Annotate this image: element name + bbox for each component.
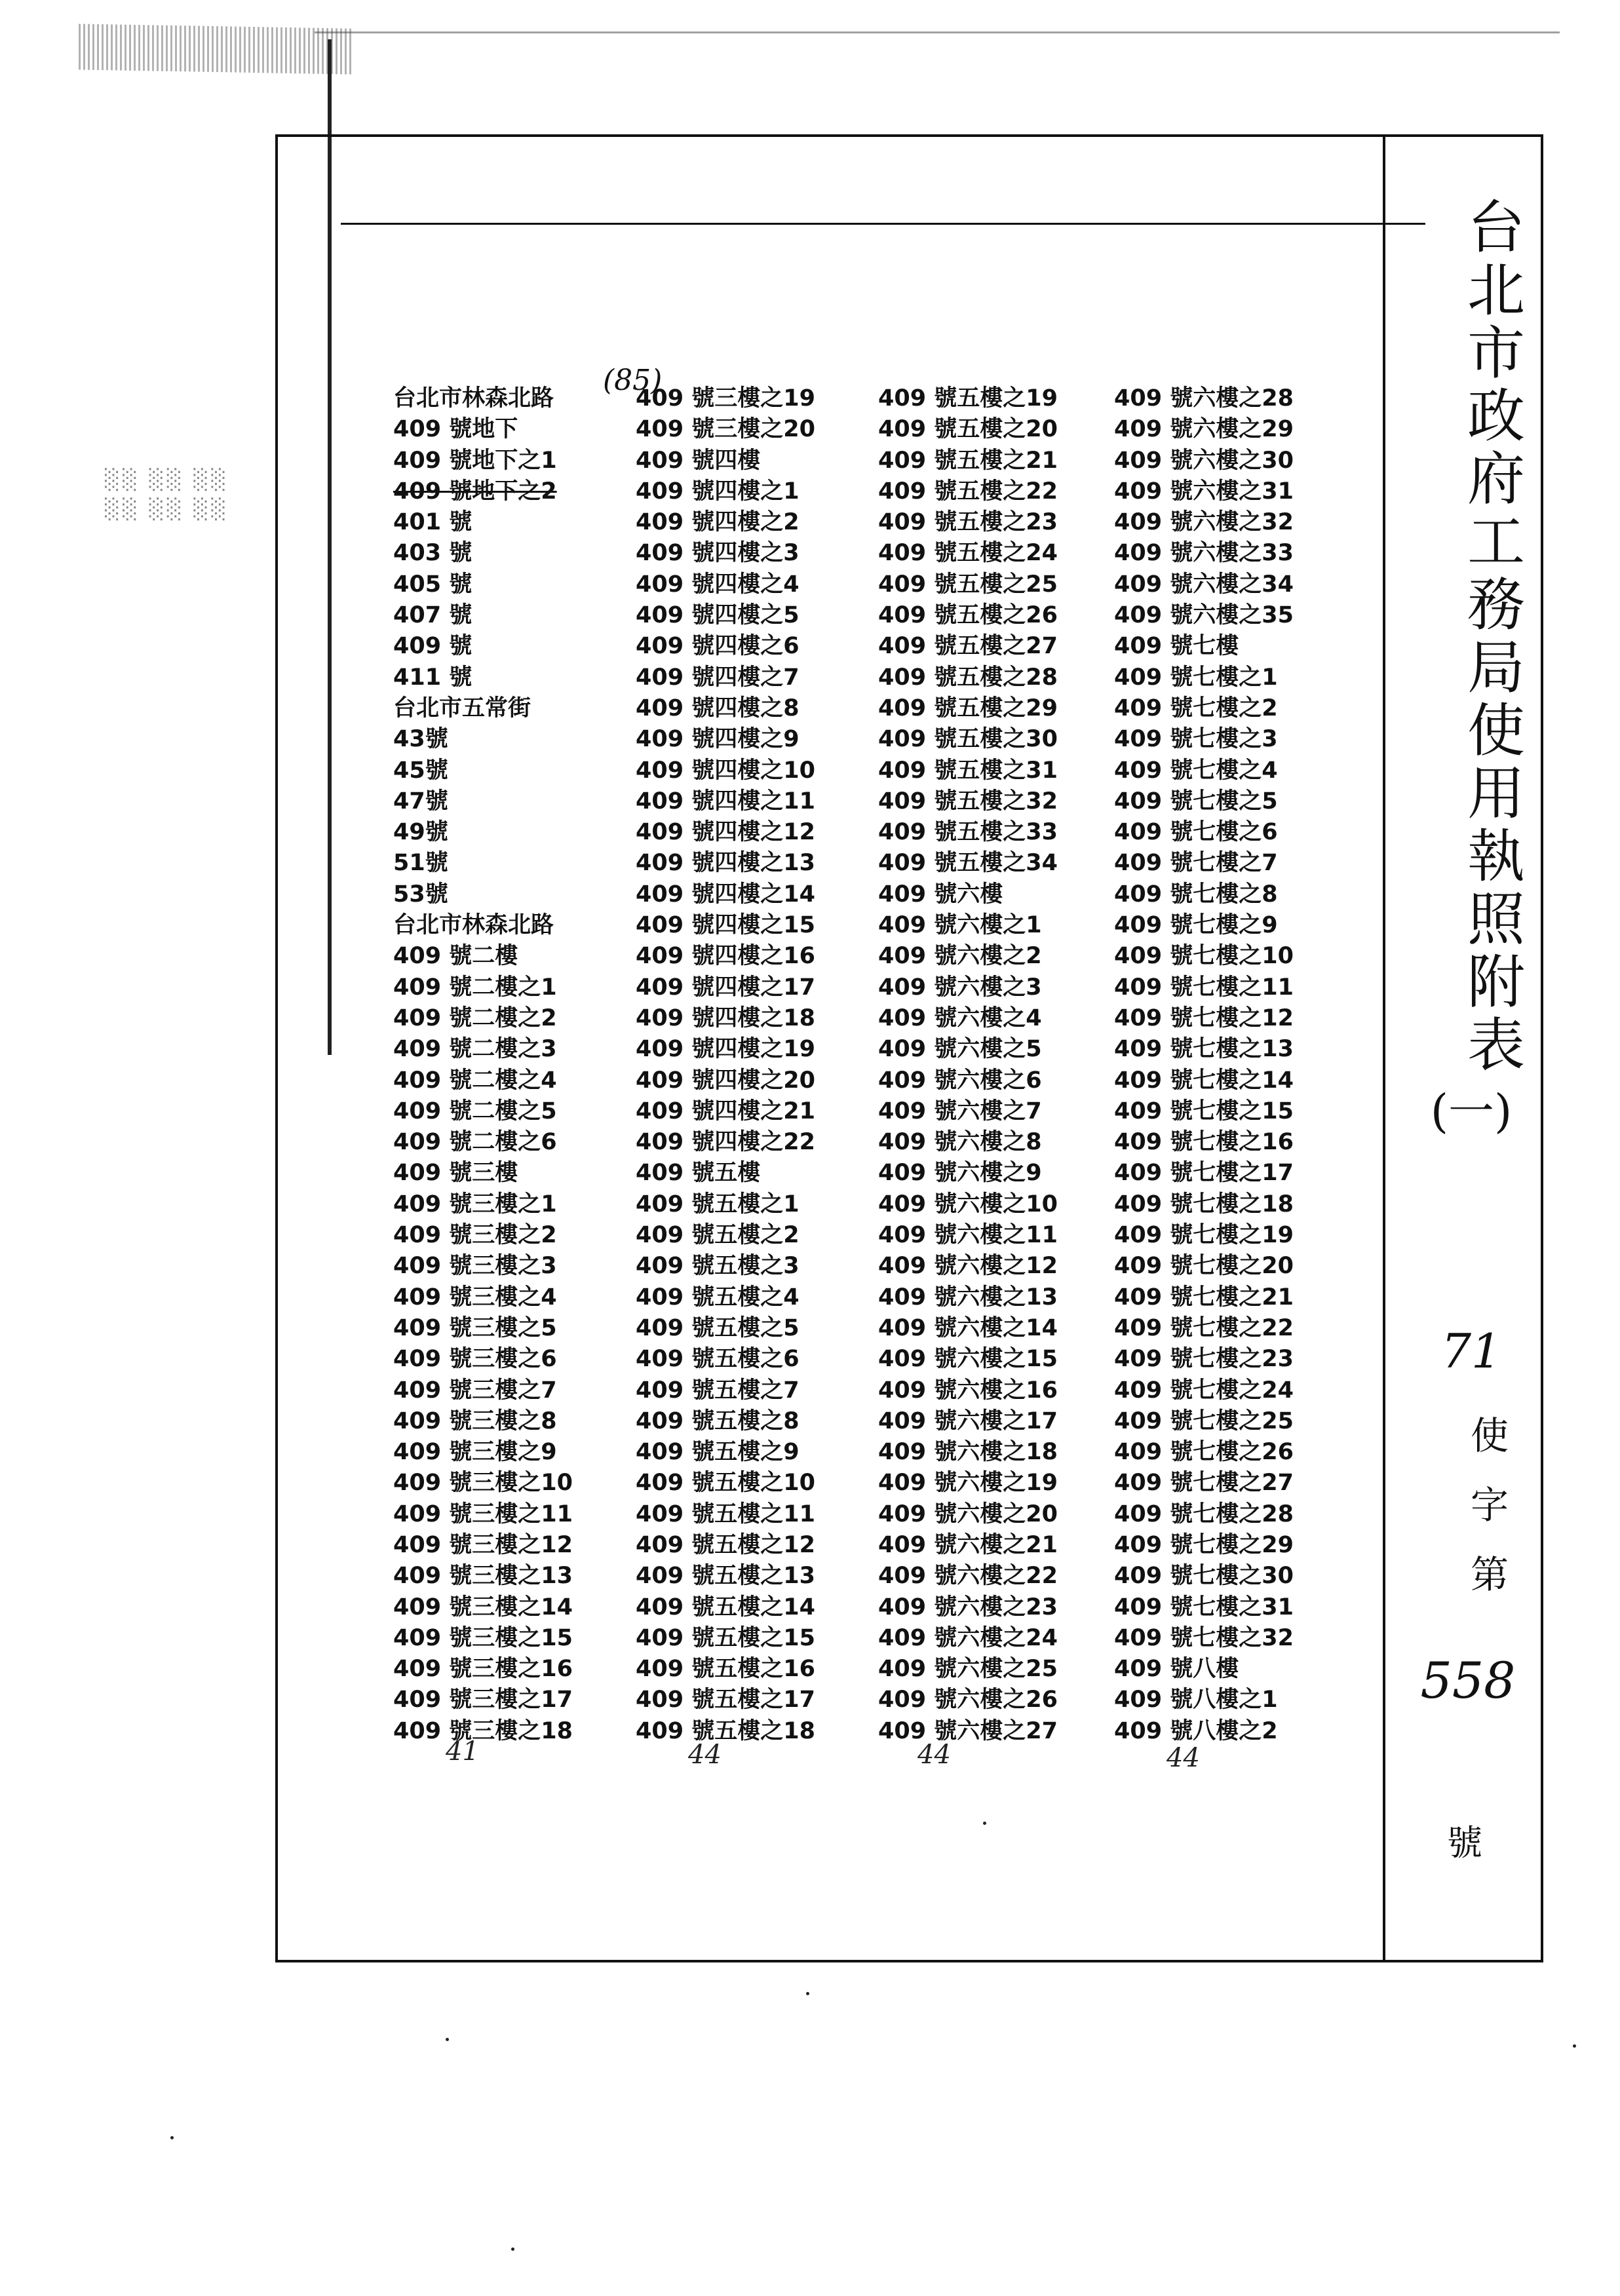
address-entry: 409 號七樓之31 (1114, 1594, 1294, 1620)
permit-year: 71 (1441, 1324, 1501, 1379)
address-entry: 409 號三樓之2 (393, 1222, 557, 1249)
form-subtitle: (一) (1430, 1084, 1513, 1138)
address-entry: 409 號七樓之2 (1114, 695, 1278, 721)
address-entry: 409 號七樓之4 (1114, 757, 1278, 784)
address-entry: 409 號地下之1 (393, 447, 557, 474)
address-entry: 409 號四樓之19 (636, 1036, 815, 1063)
address-entry: 409 號七樓之15 (1114, 1098, 1294, 1124)
address-entry: 409 號五樓之16 (636, 1656, 815, 1683)
address-entry: 409 號七樓之5 (1114, 788, 1278, 814)
address-entry: 409 號四樓之22 (636, 1129, 815, 1156)
address-entry: 409 號三樓之3 (393, 1253, 557, 1280)
address-entry: 409 號四樓之15 (636, 912, 815, 939)
address-entry: 409 號六樓之15 (878, 1346, 1058, 1373)
address-entry: 409 號五樓之11 (636, 1501, 815, 1527)
column-2-count: 44 (688, 1740, 722, 1770)
address-entry: 409 號七樓之20 (1114, 1253, 1294, 1280)
address-entry: 403 號 (393, 540, 473, 567)
address-entry: 409 號四樓之11 (636, 788, 815, 814)
address-entry: 台北市林森北路 (393, 912, 554, 939)
address-entry: 409 號四樓之16 (636, 943, 815, 970)
address-entry: 409 號五樓之28 (878, 664, 1058, 691)
address-entry: 409 號六樓之25 (878, 1656, 1058, 1683)
address-entry: 409 號六樓之10 (878, 1191, 1058, 1217)
address-entry: 409 號三樓之5 (393, 1314, 557, 1341)
address-entry: 409 號六樓之19 (878, 1470, 1058, 1497)
address-entry: 409 號地下之2 (393, 478, 557, 505)
address-entry: 409 號四樓 (636, 447, 761, 474)
address-entry: 409 號五樓之4 (636, 1284, 800, 1311)
address-entry: 409 號三樓之11 (393, 1501, 573, 1527)
address-entry: 409 號七樓之3 (1114, 726, 1278, 753)
address-entry: 409 號七樓 (1114, 633, 1239, 660)
address-entry: 409 號五樓之14 (636, 1594, 815, 1620)
scan-speck (1573, 2044, 1576, 2048)
address-entry: 409 號六樓之13 (878, 1284, 1058, 1311)
address-entry: 409 號六樓之27 (878, 1717, 1058, 1744)
address-entry: 409 號三樓之18 (393, 1717, 573, 1744)
address-entry: 409 號六樓之26 (878, 1687, 1058, 1713)
address-entry: 409 號七樓之1 (1114, 664, 1278, 691)
address-entry: 409 號五樓之19 (878, 385, 1058, 411)
address-entry: 409 號三樓之15 (393, 1624, 573, 1651)
address-column-4 (1114, 383, 1294, 1747)
address-entry: 409 號七樓之30 (1114, 1563, 1294, 1590)
address-entry: 409 號六樓之24 (878, 1624, 1058, 1651)
address-entry: 409 號三樓之19 (636, 385, 815, 411)
address-entry: 409 號七樓之14 (1114, 1067, 1294, 1094)
address-entry: 409 號四樓之18 (636, 1004, 815, 1031)
address-entry: 409 號七樓之8 (1114, 881, 1278, 908)
column-3-count: 44 (917, 1740, 951, 1770)
address-entry: 409 號五樓之12 (636, 1531, 815, 1558)
address-entry: 53號 (393, 881, 448, 908)
address-entry: 409 號三樓之6 (393, 1346, 557, 1373)
address-entry: 409 號六樓之18 (878, 1439, 1058, 1466)
address-entry: 409 號五樓之31 (878, 757, 1058, 784)
scan-speck (806, 1992, 809, 1995)
address-entry: 409 號六樓之21 (878, 1531, 1058, 1558)
address-entry: 409 號六樓之29 (1114, 416, 1294, 443)
address-entry: 409 號六樓之2 (878, 943, 1042, 970)
address-entry: 409 號三樓之13 (393, 1563, 573, 1590)
address-entry: 409 號三樓之9 (393, 1439, 557, 1466)
address-entry: 409 號七樓之32 (1114, 1624, 1294, 1651)
address-entry: 409 號六樓之7 (878, 1098, 1042, 1124)
address-entry: 409 號三樓 (393, 1160, 518, 1187)
address-entry: 409 號四樓之2 (636, 509, 800, 536)
address-entry: 409 號六樓 (878, 881, 1003, 908)
header-rule (341, 223, 1425, 225)
address-entry: 台北市五常街 (393, 695, 531, 721)
address-entry: 409 號六樓之28 (1114, 385, 1294, 411)
scan-speck (983, 1822, 986, 1825)
address-entry: 409 號五樓之29 (878, 695, 1058, 721)
address-entry: 409 號八樓之1 (1114, 1687, 1278, 1713)
permit-suffix: 號 (1447, 1822, 1482, 1864)
address-entry: 409 號五樓之17 (636, 1687, 815, 1713)
address-entry: 409 號地下 (393, 416, 518, 443)
bleed-through-marks: ░░ ░░ ░░ (105, 498, 229, 521)
address-entry: 409 號五樓之7 (636, 1377, 800, 1404)
address-entry: 409 號六樓之1 (878, 912, 1042, 939)
address-entry: 409 號六樓之33 (1114, 540, 1294, 567)
address-entry: 409 號七樓之25 (1114, 1407, 1294, 1434)
address-entry: 409 號四樓之13 (636, 850, 815, 877)
column-4-count: 44 (1167, 1743, 1200, 1773)
address-entry: 409 號二樓之5 (393, 1098, 557, 1124)
address-entry: 409 號六樓之30 (1114, 447, 1294, 474)
address-entry: 409 號六樓之31 (1114, 478, 1294, 505)
form-title: 台北市政府工務局使用執照附表 (1458, 197, 1526, 1077)
address-entry: 409 號六樓之3 (878, 974, 1042, 1001)
address-entry: 409 號七樓之10 (1114, 943, 1294, 970)
address-entry: 409 號五樓之23 (878, 509, 1058, 536)
address-entry: 409 號七樓之23 (1114, 1346, 1294, 1373)
address-entry: 409 號六樓之6 (878, 1067, 1042, 1094)
address-entry: 409 號四樓之21 (636, 1098, 815, 1124)
address-entry: 409 號五樓之22 (878, 478, 1058, 505)
address-entry: 409 號七樓之11 (1114, 974, 1294, 1001)
address-entry: 409 號三樓之4 (393, 1284, 557, 1311)
address-entry: 409 號五樓之9 (636, 1439, 800, 1466)
address-entry: 409 號五樓之26 (878, 602, 1058, 629)
address-entry: 409 號二樓之1 (393, 974, 557, 1001)
address-entry: 409 號三樓之8 (393, 1407, 557, 1434)
address-entry: 409 號六樓之16 (878, 1377, 1058, 1404)
address-entry: 409 號五樓之3 (636, 1253, 800, 1280)
address-entry: 45號 (393, 757, 448, 784)
address-entry: 409 號六樓之11 (878, 1222, 1058, 1249)
address-entry: 409 號三樓之20 (636, 416, 815, 443)
address-entry: 409 號七樓之24 (1114, 1377, 1294, 1404)
address-entry: 409 號五樓之21 (878, 447, 1058, 474)
address-entry: 49號 (393, 819, 448, 846)
address-entry: 409 號五樓之8 (636, 1407, 800, 1434)
address-entry: 409 號七樓之29 (1114, 1531, 1294, 1558)
address-entry: 411 號 (393, 664, 473, 691)
address-entry: 409 號五樓之5 (636, 1314, 800, 1341)
address-entry: 409 號六樓之5 (878, 1036, 1042, 1063)
address-entry: 409 號五樓之6 (636, 1346, 800, 1373)
address-entry: 409 號七樓之28 (1114, 1501, 1294, 1527)
address-entry: 409 號四樓之12 (636, 819, 815, 846)
address-entry: 409 號六樓之4 (878, 1004, 1042, 1031)
address-entry: 409 號四樓之9 (636, 726, 800, 753)
address-entry: 409 號四樓之3 (636, 540, 800, 567)
address-entry: 409 號五樓之13 (636, 1563, 815, 1590)
address-entry: 409 號七樓之6 (1114, 819, 1278, 846)
address-entry: 409 號七樓之9 (1114, 912, 1278, 939)
address-entry: 409 號四樓之5 (636, 602, 800, 629)
permit-word: 使字第 (1464, 1415, 1509, 1624)
address-entry: 409 號七樓之7 (1114, 850, 1278, 877)
column-1-count: 41 (446, 1736, 479, 1767)
address-entry: 409 號三樓之17 (393, 1687, 573, 1713)
address-entry: 51號 (393, 850, 448, 877)
address-entry: 409 號五樓 (636, 1160, 761, 1187)
address-entry: 409 號八樓 (1114, 1656, 1239, 1683)
address-entry: 409 號四樓之7 (636, 664, 800, 691)
address-entry: 409 號三樓之16 (393, 1656, 573, 1683)
address-entry: 409 號三樓之7 (393, 1377, 557, 1404)
address-entry: 409 號六樓之12 (878, 1253, 1058, 1280)
address-entry: 409 號五樓之27 (878, 633, 1058, 660)
address-entry: 409 號七樓之19 (1114, 1222, 1294, 1249)
address-entry: 409 號五樓之1 (636, 1191, 800, 1217)
address-entry: 409 號三樓之1 (393, 1191, 557, 1217)
address-entry: 409 號三樓之10 (393, 1470, 573, 1497)
scan-speck (446, 2038, 449, 2041)
address-entry: 409 號五樓之33 (878, 819, 1058, 846)
address-entry: 409 號六樓之17 (878, 1407, 1058, 1434)
address-entry: 409 號二樓之4 (393, 1067, 557, 1094)
address-entry: 47號 (393, 788, 448, 814)
scan-speck (170, 2136, 174, 2139)
scan-smudge (79, 24, 354, 74)
address-entry: 409 號六樓之8 (878, 1129, 1042, 1156)
address-entry: 409 號六樓之23 (878, 1594, 1058, 1620)
address-entry: 407 號 (393, 602, 473, 629)
address-entry: 401 號 (393, 509, 473, 536)
address-entry: 43號 (393, 726, 448, 753)
address-entry: 409 號七樓之21 (1114, 1284, 1294, 1311)
address-entry: 409 號四樓之8 (636, 695, 800, 721)
scan-edge-top (315, 31, 1560, 33)
address-entry: 409 號五樓之25 (878, 571, 1058, 598)
address-entry: 409 號七樓之18 (1114, 1191, 1294, 1217)
permit-serial-number: 558 (1420, 1651, 1516, 1710)
address-entry: 409 號七樓之16 (1114, 1129, 1294, 1156)
address-entry: 409 號六樓之35 (1114, 602, 1294, 629)
address-entry: 409 號四樓之20 (636, 1067, 815, 1094)
address-entry: 409 號七樓之13 (1114, 1036, 1294, 1063)
address-entry: 409 號五樓之15 (636, 1624, 815, 1651)
address-entry: 409 號四樓之14 (636, 881, 815, 908)
scan-speck (511, 2248, 514, 2251)
address-column-2 (636, 383, 815, 1747)
address-entry: 台北市林森北路 (393, 385, 554, 411)
address-entry: 409 號四樓之6 (636, 633, 800, 660)
address-entry: 409 號七樓之17 (1114, 1160, 1294, 1187)
address-entry: 409 號六樓之20 (878, 1501, 1058, 1527)
address-entry: 409 號五樓之34 (878, 850, 1058, 877)
title-column-divider (1383, 134, 1385, 1962)
address-entry: 409 號五樓之24 (878, 540, 1058, 567)
address-entry: 409 號三樓之14 (393, 1594, 573, 1620)
address-entry: 409 號七樓之27 (1114, 1470, 1294, 1497)
bleed-through-marks: ░░ ░░ ░░ (105, 469, 229, 491)
address-entry: 409 號五樓之20 (878, 416, 1058, 443)
address-entry: 409 號二樓之2 (393, 1004, 557, 1031)
address-entry: 409 號四樓之10 (636, 757, 815, 784)
address-entry: 409 號二樓 (393, 943, 518, 970)
address-entry: 409 號七樓之22 (1114, 1314, 1294, 1341)
address-entry: 409 號二樓之3 (393, 1036, 557, 1063)
address-entry: 409 號七樓之12 (1114, 1004, 1294, 1031)
address-entry: 409 號五樓之2 (636, 1222, 800, 1249)
address-entry: 409 號六樓之9 (878, 1160, 1042, 1187)
handwritten-note: (85) (603, 364, 663, 397)
address-entry: 409 號三樓之12 (393, 1531, 573, 1558)
address-entry: 409 號六樓之32 (1114, 509, 1294, 536)
address-entry: 409 號四樓之4 (636, 571, 800, 598)
address-entry: 409 號四樓之17 (636, 974, 815, 1001)
address-entry: 409 號六樓之22 (878, 1563, 1058, 1590)
address-entry: 409 號二樓之6 (393, 1129, 557, 1156)
address-entry: 409 號四樓之1 (636, 478, 800, 505)
address-entry: 409 號五樓之30 (878, 726, 1058, 753)
address-entry: 409 號六樓之14 (878, 1314, 1058, 1341)
address-entry: 409 號八樓之2 (1114, 1717, 1278, 1744)
address-entry: 405 號 (393, 571, 473, 598)
address-column-3 (878, 383, 1058, 1747)
address-entry: 409 號五樓之18 (636, 1717, 815, 1744)
address-entry: 409 號七樓之26 (1114, 1439, 1294, 1466)
address-entry: 409 號五樓之32 (878, 788, 1058, 814)
address-entry: 409 號五樓之10 (636, 1470, 815, 1497)
address-entry: 409 號六樓之34 (1114, 571, 1294, 598)
address-column-1 (393, 383, 573, 1747)
address-entry: 409 號 (393, 633, 473, 660)
